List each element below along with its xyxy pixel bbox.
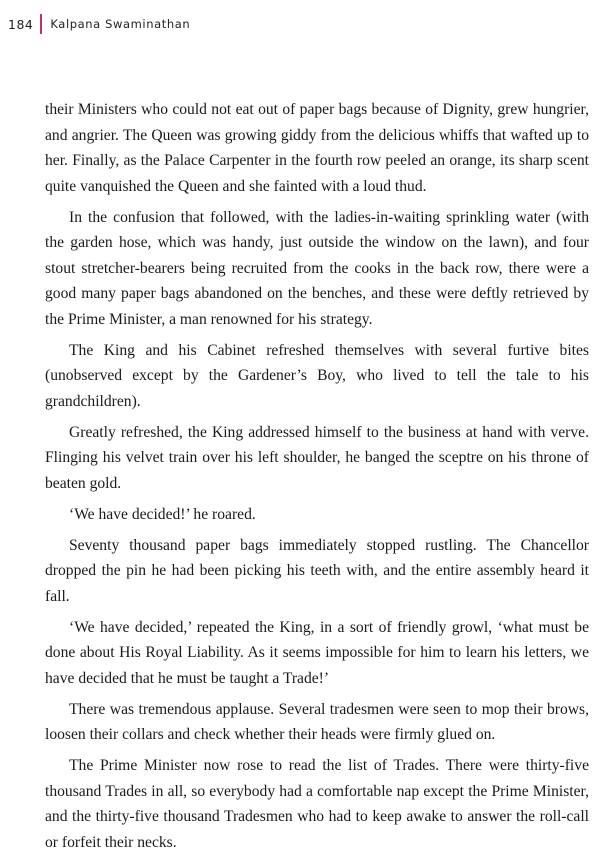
body-text bbox=[45, 97, 589, 861]
paragraph: The Prime Minister now rose to read the list of Trades. There were thirty-five thousand Trades in all, so everybody had a comfortable nap except the Prime Minister, and the thirty-five thousand Tradesmen who had to keep awake to answer the roll-call or forfeit their necks. bbox=[45, 757, 589, 851]
header-divider bbox=[40, 14, 42, 34]
paragraph: The King and his Cabinet refreshed themselves with several furtive bites (unobserved except by the Gardener’s Boy, who lived to tell the tale to his grandchildren). bbox=[45, 341, 589, 410]
paragraph: In the confusion that followed, with the ladies-in-waiting sprinkling water (with the garden hose, which was handy, just outside the window on the lawn), and four stout stretcher-bearers being recruited from the cooks in the back row, there were a good many paper bags abandoned on the benches, and these were deftly retrieved by the Prime Minister, a man renowned for his strategy. bbox=[45, 208, 589, 328]
paragraph: Greatly refreshed, the King addressed himself to the business at hand with verve. Flinging his velvet train over his left shoulder, he banged the sceptre on his throne of beaten gold. bbox=[45, 423, 589, 492]
paragraph: ‘We have decided,’ repeated the King, in a sort of friendly growl, ‘what must be done about His Royal Liability. As it seems impossible for him to learn his letters, we have decided that he must be taught a Trade!’ bbox=[45, 618, 589, 687]
running-header bbox=[8, 14, 190, 34]
paragraph: There was tremendous applause. Several tradesmen were seen to mop their brows, loosen their collars and check whether their heads were firmly glued on. bbox=[45, 700, 589, 743]
page-number: 184 bbox=[8, 16, 34, 32]
paragraph: their Ministers who could not eat out of paper bags because of Dignity, grew hungrier, and angrier. The Queen was growing giddy from the delicious whiffs that wafted up to her. Finally, as the Palace Carpenter in the fourth row peeled an orange, its sharp scent quite vanquished the Queen and she fainted with a loud thud. bbox=[45, 101, 589, 195]
paragraph: Seventy thousand paper bags immediately stopped rustling. The Chancellor dropped the pin he had been picking his teeth with, and the entire assembly heard it fall. bbox=[45, 536, 589, 605]
author-name: Kalpana Swaminathan bbox=[50, 17, 191, 31]
paragraph: ‘We have decided!’ he roared. bbox=[69, 505, 256, 523]
